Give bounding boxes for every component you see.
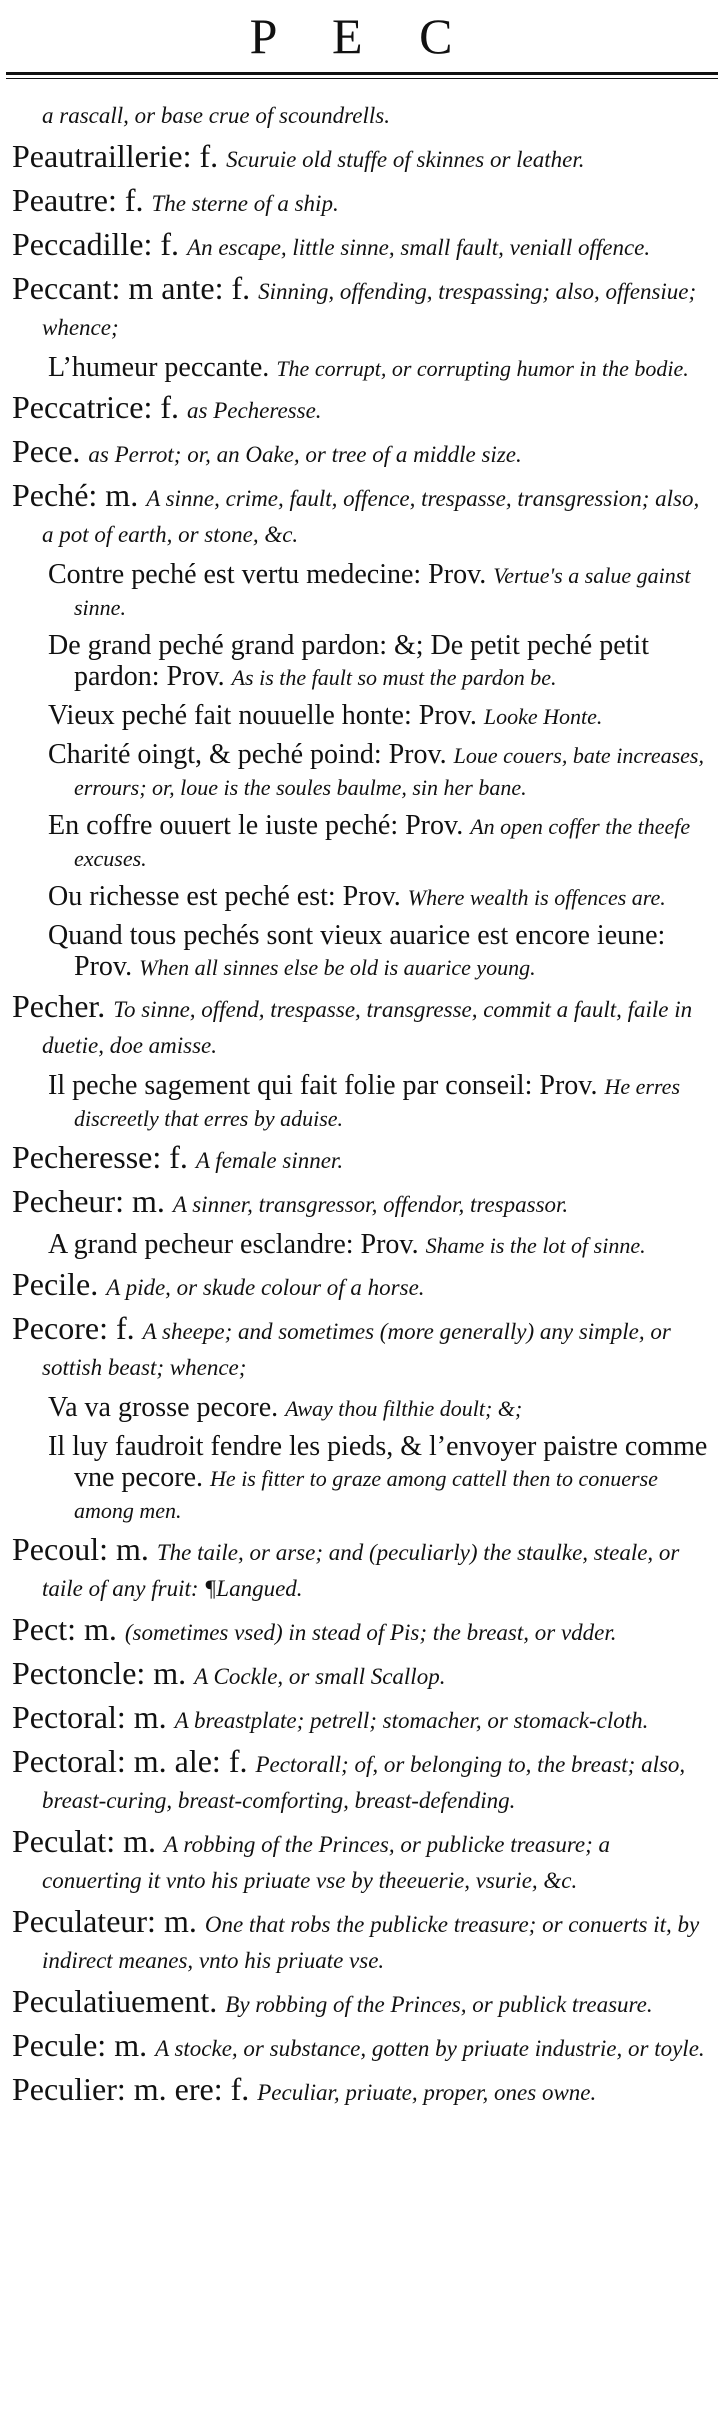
entry-definition: Scuruie old stuffe of skinnes or leather. (226, 147, 585, 172)
entry-headword: Peautre: f. (12, 182, 144, 218)
entry-headword: Pecheur: m. (12, 1183, 165, 1219)
entry-definition: Pectorall; of, or belonging to, the breast; also, breast-curing, breast-comforting, breast-defending. (42, 1752, 686, 1813)
entry-definition: To sinne, offend, trespasse, transgresse, commit a fault, faile in duetie, doe amisse. (42, 997, 693, 1058)
entry-definition: Looke Honte. (483, 704, 603, 729)
dictionary-entry (12, 1825, 712, 1897)
dictionary-entry (12, 391, 712, 427)
entry-definition: A robbing of the Princes, or publicke treasure; a conuerting it vnto his priuate vse by theeuerie, vsurie, &c. (42, 1832, 611, 1893)
entry-headword: Peculatiuement. (12, 1983, 218, 2019)
entry-headword: Peautraillerie: f. (12, 138, 219, 174)
entry-definition: A sheepe; and sometimes (more generally) any simple, or sottish beast; whence; (42, 1319, 671, 1380)
sub-entry-phrase: Il peche sagement qui fait folie par conseil: Prov. (48, 1070, 598, 1101)
entry-headword: Pecule: m. (12, 2027, 148, 2063)
entry-headword: Pecheresse: f. (12, 1139, 188, 1175)
entry-definition: Where wealth is offences are. (407, 885, 666, 910)
dictionary-entry (12, 1905, 712, 1977)
sub-entry-phrase: Il luy faudroit fendre les pieds, & l’envoyer paistre comme vne pecore. (48, 1431, 708, 1493)
sub-entry-phrase: Ou richesse est peché est: Prov. (48, 881, 401, 912)
entry-headword: Pect: m. (12, 1611, 117, 1647)
sub-entry (12, 881, 712, 913)
entry-headword: Pece. (12, 433, 81, 469)
dictionary-entry (12, 435, 712, 471)
entry-definition: Away thou filthie doult; &; (285, 1396, 523, 1421)
entry-definition: By robbing of the Princes, or publick treasure. (225, 1992, 653, 2017)
entry-definition: The corrupt, or corrupting humor in the bodie. (276, 356, 689, 381)
entry-headword: Peché: m. (12, 477, 139, 513)
dictionary-entry (12, 990, 712, 1062)
sub-entry-phrase: L’humeur peccante. (48, 352, 270, 383)
entry-headword: Peccatrice: f. (12, 389, 179, 425)
entry-definition: A sinne, crime, fault, offence, trespasse, transgression; also, a pot of earth, or stone, &c. (42, 486, 700, 547)
sub-entry-phrase: Vieux peché fait nouuelle honte: Prov. (48, 700, 477, 731)
entry-list (12, 96, 712, 2117)
dictionary-entry (12, 272, 712, 344)
entry-headword: Peccant: m ante: f. (12, 270, 251, 306)
dictionary-entry (12, 479, 712, 551)
dictionary-entry (12, 1268, 712, 1304)
entry-definition: Shame is the lot of sinne. (425, 1233, 646, 1258)
entry-definition: A breastplate; petrell; stomacher, or stomack-cloth. (174, 1708, 649, 1733)
entry-definition: He is fitter to graze among cattell then to conuerse among men. (74, 1466, 658, 1523)
entry-definition: Vertue's a salue gainst sinne. (74, 563, 691, 620)
entry-definition: He erres discreetly that erres by aduise. (74, 1074, 681, 1131)
sub-entry-phrase: Contre peché est vertu medecine: Prov. (48, 559, 487, 590)
dictionary-entry (12, 1185, 712, 1221)
dictionary-entry (12, 228, 712, 264)
entry-headword: Pecher. (12, 988, 106, 1024)
entry-definition: as Perrot; or, an Oake, or tree of a middle size. (88, 442, 522, 467)
dictionary-entry (12, 1141, 712, 1177)
sub-entry-phrase: De grand peché grand pardon: &; De petit peché petit pardon: Prov. (48, 630, 649, 692)
header-rule-thin (6, 78, 718, 79)
entry-definition: a rascall, or base crue of scoundrells. (42, 103, 390, 128)
dictionary-entry (12, 1985, 712, 2021)
dictionary-entry (12, 1613, 712, 1649)
dictionary-entry (12, 1657, 712, 1693)
sub-entry (12, 1229, 712, 1261)
entry-headword: Pectoral: m. (12, 1699, 167, 1735)
entry-definition: As is the fault so must the pardon be. (231, 665, 557, 690)
dictionary-entry (12, 1533, 712, 1605)
entry-headword: Pectoral: m. ale: f. (12, 1743, 248, 1779)
dictionary-entry (12, 1701, 712, 1737)
page-header (0, 0, 724, 82)
sub-entry (12, 1392, 712, 1424)
header-rule (6, 72, 718, 75)
dictionary-entry (12, 2029, 712, 2065)
entry-definition: Peculiar, priuate, proper, ones owne. (257, 2080, 597, 2105)
entry-definition: Sinning, offending, trespassing; also, offensiue; whence; (42, 279, 697, 340)
running-head: P E C (249, 8, 475, 64)
entry-definition: A stocke, or substance, gotten by priuate industrie, or toyle. (155, 2036, 705, 2061)
entry-definition: A female sinner. (195, 1148, 344, 1173)
sub-entry (12, 1431, 712, 1526)
entry-definition: One that robs the publicke treasure; or conuerts it, by indirect meanes, vnto his priuate vse. (42, 1912, 700, 1973)
entry-headword: Pecoul: m. (12, 1531, 149, 1567)
dictionary-entry (12, 1312, 712, 1384)
sub-entry (12, 810, 712, 874)
sub-entry-phrase: Charité oingt, & peché poind: Prov. (48, 739, 447, 770)
sub-entry (12, 630, 712, 693)
dictionary-entry (12, 140, 712, 176)
entry-headword: Peculateur: m. (12, 1903, 197, 1939)
entry-continuation (12, 96, 712, 132)
sub-entry-phrase: Va va grosse pecore. (48, 1392, 279, 1423)
sub-entry (12, 559, 712, 623)
sub-entry (12, 1070, 712, 1134)
entry-definition: Loue couers, bate increases, errours; or, loue is the soules baulme, sin her bane. (74, 743, 704, 800)
sub-entry-phrase: A grand pecheur esclandre: Prov. (48, 1229, 419, 1260)
entry-definition: The sterne of a ship. (151, 191, 339, 216)
sub-entry (12, 352, 712, 384)
sub-entry-phrase: En coffre ouuert le iuste peché: Prov. (48, 810, 464, 841)
entry-headword: Peculat: m. (12, 1823, 156, 1859)
entry-definition: (sometimes vsed) in stead of Pis; the breast, or vdder. (124, 1620, 617, 1645)
entry-headword: Peccadille: f. (12, 226, 180, 262)
entry-headword: Pectoncle: m. (12, 1655, 187, 1691)
entry-definition: A pide, or skude colour of a horse. (106, 1275, 425, 1300)
entry-definition: The taile, or arse; and (peculiarly) the staulke, steale, or taile of any fruit: ¶Langued. (42, 1540, 680, 1601)
dictionary-entry (12, 1745, 712, 1817)
dictionary-entry (12, 2073, 712, 2109)
entry-headword: Peculier: m. ere: f. (12, 2071, 250, 2107)
entry-headword: Pecore: f. (12, 1310, 135, 1346)
sub-entry (12, 920, 712, 983)
dictionary-entry (12, 184, 712, 220)
sub-entry (12, 700, 712, 732)
sub-entry (12, 739, 712, 803)
entry-definition: as Pecheresse. (187, 398, 322, 423)
entry-definition: A Cockle, or small Scallop. (194, 1664, 446, 1689)
entry-headword: Pecile. (12, 1266, 99, 1302)
entry-definition: A sinner, transgressor, offendor, trespassor. (172, 1192, 569, 1217)
entry-definition: An escape, little sinne, small fault, veniall offence. (187, 235, 651, 260)
entry-definition: An open coffer the theefe excuses. (74, 814, 691, 871)
entry-definition: When all sinnes else be old is auarice young. (139, 955, 536, 980)
sub-entry-phrase: Quand tous pechés sont vieux auarice est encore ieune: Prov. (48, 920, 666, 982)
